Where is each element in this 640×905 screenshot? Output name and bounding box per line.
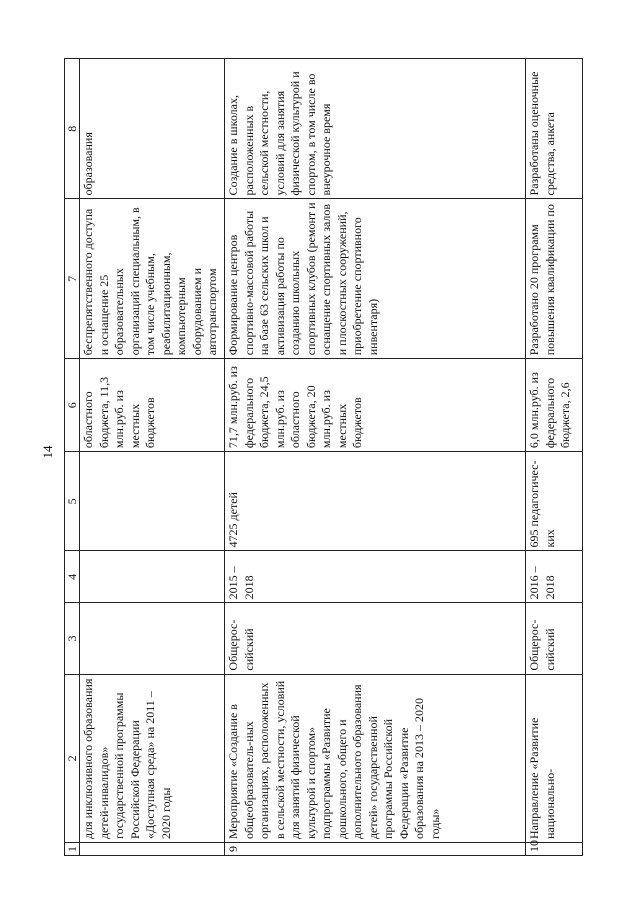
header-col-1: 1: [65, 843, 80, 856]
coverage-cell: 4725 детей: [225, 452, 526, 551]
header-col-3: 3: [65, 603, 80, 674]
funding-cell: 6,0 млн.руб. из федерального бюджета, 2,6: [526, 359, 583, 452]
table-row: [80, 59, 225, 856]
header-col-7: 7: [65, 199, 80, 359]
rotated-landscape-table: [64, 58, 576, 856]
row-number-cell: 9: [225, 843, 526, 856]
actions-cell: Формирование центров спортивно-массовой работы на базе 63 сельских школ и активизация работы по созданию школьных спортивных клубов (ремонт и оснащение спортивных залов и плоскостных сооружений, приобретение спортивного инвентаря): [225, 199, 526, 359]
results-cell: Разработаны оценочные средства, анкета: [526, 59, 583, 199]
row-number-cell: 10: [526, 843, 583, 856]
header-col-8: 8: [65, 59, 80, 199]
funding-cell: 71,7 млн.руб. из федерального бюджета, 24,5 млн.руб. из областного бюджета, 20 млн.руб. из местных бюджетов: [225, 359, 526, 452]
page-number: 14: [40, 445, 55, 459]
document-table-area: [64, 58, 576, 856]
coverage-cell: 695 педагогичес-ких: [526, 452, 583, 551]
header-col-6: 6: [65, 359, 80, 452]
coverage-cell: [80, 452, 225, 551]
results-cell: образования: [80, 59, 225, 199]
table-header-row: [65, 59, 80, 856]
actions-cell: Разработано 20 программ повышения квалификации по: [526, 199, 583, 359]
period-cell: 2016 – 2018: [526, 551, 583, 603]
program-measures-table: [64, 58, 583, 856]
header-col-4: 4: [65, 551, 80, 603]
row-number-cell: [80, 843, 225, 856]
funding-cell: областного бюджета, 11,3 млн.руб. из местных бюджетов: [80, 359, 225, 452]
measure-name-cell: для инклюзивного образования детей-инвалидов» государственной программы Российской Федерации «Доступная среда» на 2011 – 2020 годы: [80, 674, 225, 842]
table-row: [225, 59, 526, 856]
header-col-5: 5: [65, 452, 80, 551]
measure-name-cell: Направление «Развитие национально-: [526, 674, 583, 842]
level-cell: [80, 603, 225, 674]
period-cell: [80, 551, 225, 603]
header-col-2: 2: [65, 674, 80, 842]
results-cell: Создание в школах, расположенных в сельской местности, условий для занятия физической культурой и спортом, в том числе во внеурочное время: [225, 59, 526, 199]
table-row: [526, 59, 583, 856]
measure-name-cell: Мероприятие «Создание в общеобразователь-ных организациях, расположенных в сельской местности, условий для занятий физической культурой и спортом» подпрограммы «Развитие дошкольного, общего и дополнительного образования детей» государственной программы Российской Федерации «Развитие образования на 2013 – 2020 годы»: [225, 674, 526, 842]
period-cell: 2015 – 2018: [225, 551, 526, 603]
level-cell: Общерос-сийский: [526, 603, 583, 674]
level-cell: Общерос-сийский: [225, 603, 526, 674]
actions-cell: беспрепятственного доступа и оснащение 25 образовательных организаций специальным, в том числе учебным, реабилитационным, компьютерным оборудованием и автотранспортом: [80, 199, 225, 359]
